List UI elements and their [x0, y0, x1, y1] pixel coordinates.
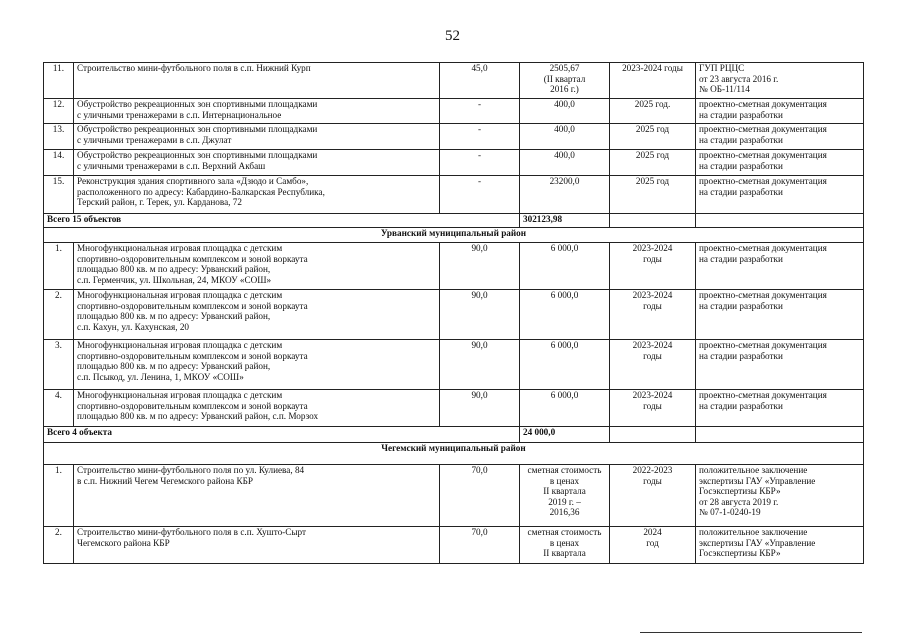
total-label: Всего 4 объекта — [44, 427, 520, 443]
object-area: 90,0 — [440, 243, 520, 290]
object-years: 2025 год — [610, 150, 696, 176]
page-number: 52 — [445, 28, 460, 44]
row-number: 3. — [44, 340, 74, 390]
object-cost: сметная стоимость в ценах II квартала 2019 г. – 2016,36 — [520, 465, 610, 527]
object-name: Реконструкция здания спортивного зала «Дзюдо и Самбо», расположенного по адресу: Кабардино-Балкарская Республика, Терский район, г. Терек, ул. Карданова, 72 — [74, 176, 440, 214]
object-area: - — [440, 176, 520, 214]
row-number: 14. — [44, 150, 74, 176]
total-cost: 302123,98 — [520, 214, 610, 228]
table-row — [44, 99, 864, 124]
total-cost: 24 000,0 — [520, 427, 610, 443]
object-name: Строительство мини-футбольного поля по ул. Кулиева, 84 в с.п. Нижний Чегем Чегемского района КБР — [74, 465, 440, 527]
object-documentation: положительное заключение экспертизы ГАУ «Управление Госэкспертизы КБР» — [696, 527, 864, 564]
object-area: 90,0 — [440, 340, 520, 390]
object-cost: 400,0 — [520, 99, 610, 124]
row-number: 1. — [44, 465, 74, 527]
object-cost: 6 000,0 — [520, 243, 610, 290]
object-name: Многофункциональная игровая площадка с детским спортивно-оздоровительным комплексом и зоной воркаута площадью 800 кв. м по адресу: Урванский район, с.п. Псыкод, ул. Ленина, 1, МКОУ «СОШ» — [74, 340, 440, 390]
total-label: Всего 15 объектов — [44, 214, 520, 228]
total-row — [44, 427, 864, 443]
object-documentation: проектно-сметная документация на стадии разработки — [696, 99, 864, 124]
object-years: 2025 год. — [610, 99, 696, 124]
object-years: 2022-2023 годы — [610, 465, 696, 527]
object-years: 2025 год — [610, 176, 696, 214]
row-number: 2. — [44, 290, 74, 340]
object-name: Обустройство рекреационных зон спортивными площадками с уличными тренажерами в с.п. Верхний Акбаш — [74, 150, 440, 176]
object-name: Многофункциональная игровая площадка с детским спортивно-оздоровительным комплексом и зоной воркаута площадью 800 кв. м по адресу: Урванский район, с.п. Герменчик, ул. Школьная, 24, МКОУ «СОШ» — [74, 243, 440, 290]
row-number: 4. — [44, 390, 74, 427]
object-years: 2023-2024 годы — [610, 243, 696, 290]
object-years: 2023-2024 годы — [610, 63, 696, 99]
object-documentation: проектно-сметная документация на стадии разработки — [696, 390, 864, 427]
object-years: 2023-2024 годы — [610, 340, 696, 390]
object-cost: сметная стоимость в ценах II квартала — [520, 527, 610, 564]
footer-rule — [640, 632, 862, 633]
table-row — [44, 465, 864, 527]
total-row — [44, 214, 864, 228]
object-cost: 23200,0 — [520, 176, 610, 214]
table-row — [44, 340, 864, 390]
section-title: Урванский муниципальный район — [44, 228, 864, 243]
object-area: - — [440, 124, 520, 150]
object-years: 2024 год — [610, 527, 696, 564]
total-empty — [610, 427, 696, 443]
object-area: 70,0 — [440, 527, 520, 564]
object-years: 2023-2024 годы — [610, 290, 696, 340]
object-documentation: проектно-сметная документация на стадии разработки — [696, 340, 864, 390]
total-empty — [696, 214, 864, 228]
object-name: Многофункциональная игровая площадка с детским спортивно-оздоровительным комплексом и зоной воркаута площадью 800 кв. м по адресу: Урванский район, с.п. Морзох — [74, 390, 440, 427]
row-number: 2. — [44, 527, 74, 564]
section-title: Чегемский муниципальный район — [44, 443, 864, 465]
object-area: 45,0 — [440, 63, 520, 99]
object-documentation: проектно-сметная документация на стадии разработки — [696, 243, 864, 290]
object-cost: 400,0 — [520, 150, 610, 176]
row-number: 12. — [44, 99, 74, 124]
object-name: Обустройство рекреационных зон спортивными площадками с уличными тренажерами в с.п. Джулат — [74, 124, 440, 150]
object-years: 2023-2024 годы — [610, 390, 696, 427]
table-row — [44, 243, 864, 290]
object-documentation: проектно-сметная документация на стадии разработки — [696, 290, 864, 340]
object-area: 90,0 — [440, 290, 520, 340]
row-number: 13. — [44, 124, 74, 150]
object-name: Строительство мини-футбольного поля в с.п. Нижний Курп — [74, 63, 440, 99]
section-header-row — [44, 443, 864, 465]
object-area: 90,0 — [440, 390, 520, 427]
object-documentation: положительное заключение экспертизы ГАУ «Управление Госэкспертизы КБР» от 28 августа 2019 г. № 07-1-0240-19 — [696, 465, 864, 527]
table-row — [44, 527, 864, 564]
object-documentation: ГУП РЦЦС от 23 августа 2016 г. № ОБ-11/114 — [696, 63, 864, 99]
table-row — [44, 124, 864, 150]
object-cost: 400,0 — [520, 124, 610, 150]
table-row — [44, 176, 864, 214]
object-cost: 6 000,0 — [520, 390, 610, 427]
object-area: - — [440, 99, 520, 124]
table-row — [44, 150, 864, 176]
total-empty — [696, 427, 864, 443]
object-cost: 6 000,0 — [520, 340, 610, 390]
object-area: - — [440, 150, 520, 176]
section-header-row — [44, 228, 864, 243]
object-documentation: проектно-сметная документация на стадии разработки — [696, 176, 864, 214]
table-row — [44, 390, 864, 427]
object-name: Строительство мини-футбольного поля в с.п. Хушто-Сырт Чегемского района КБР — [74, 527, 440, 564]
object-name: Обустройство рекреационных зон спортивными площадками с уличными тренажерами в с.п. Интернациональное — [74, 99, 440, 124]
table-row — [44, 63, 864, 99]
row-number: 1. — [44, 243, 74, 290]
object-documentation: проектно-сметная документация на стадии разработки — [696, 150, 864, 176]
object-cost: 6 000,0 — [520, 290, 610, 340]
object-area: 70,0 — [440, 465, 520, 527]
total-empty — [610, 214, 696, 228]
table-row — [44, 290, 864, 340]
object-years: 2025 год — [610, 124, 696, 150]
row-number: 11. — [44, 63, 74, 99]
row-number: 15. — [44, 176, 74, 214]
object-documentation: проектно-сметная документация на стадии разработки — [696, 124, 864, 150]
object-name: Многофункциональная игровая площадка с детским спортивно-оздоровительным комплексом и зоной воркаута площадью 800 кв. м по адресу: Урванский район, с.п. Кахун, ул. Кахунская, 20 — [74, 290, 440, 340]
object-cost: 2505,67 (II квартал 2016 г.) — [520, 63, 610, 99]
projects-table — [43, 62, 864, 564]
